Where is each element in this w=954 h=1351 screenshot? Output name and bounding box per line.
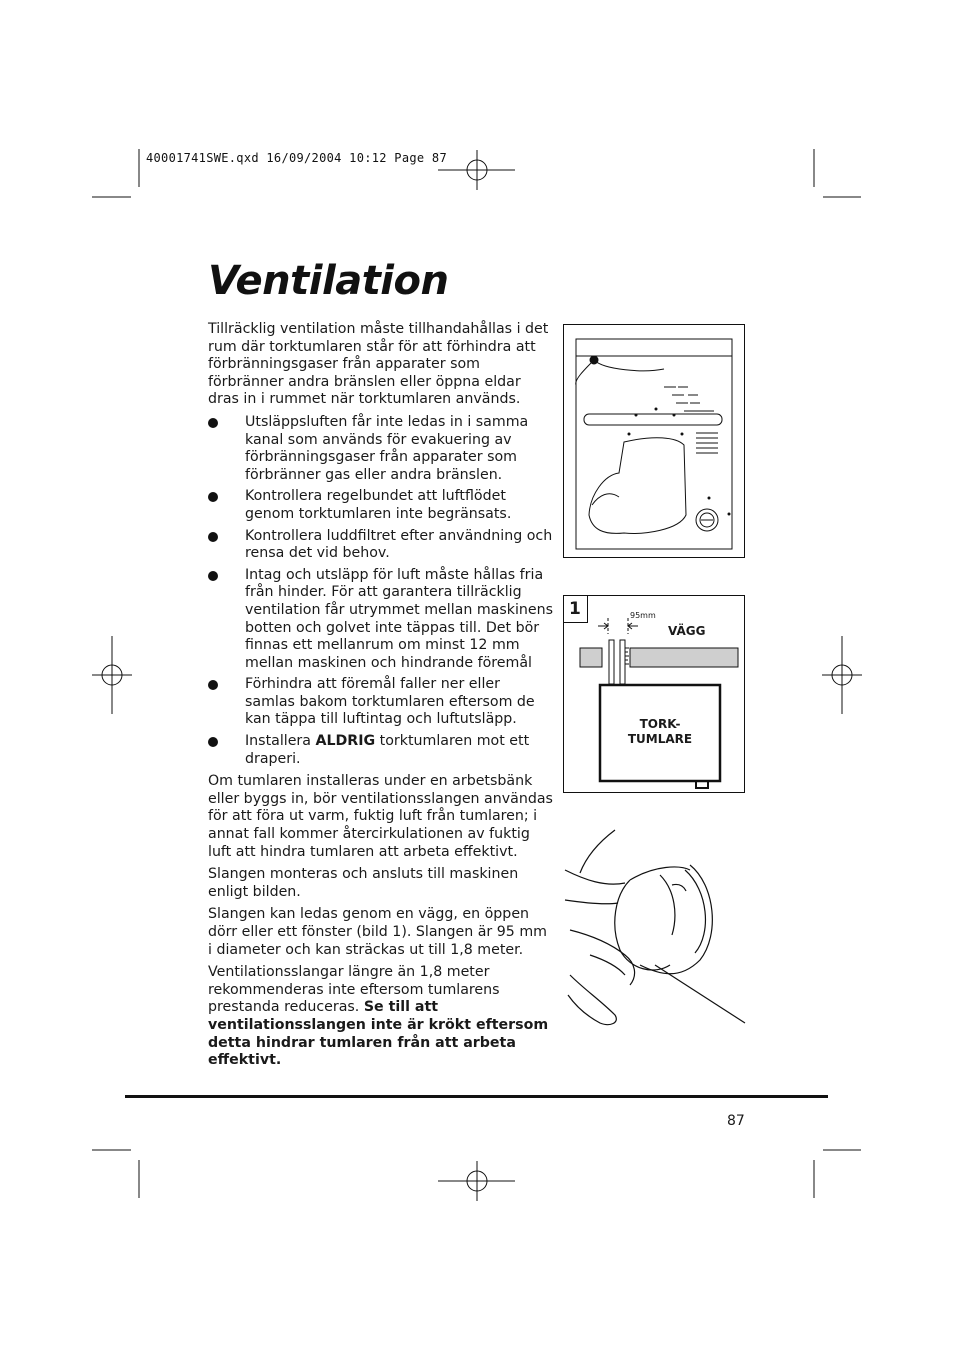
bullet-icon: [208, 532, 218, 542]
list-item: Utsläppsluften får inte ledas in i samma kanal som används för evakuering av förbränningsgaser från apparater som förbränner gas eller andra bränslen.: [208, 414, 553, 484]
hose-edge: [655, 965, 745, 1023]
machine-edge: [580, 830, 615, 873]
body-text: [208, 321, 553, 1075]
registration-target-right: [822, 636, 862, 714]
registration-target-left: [92, 636, 132, 714]
safety-list: [208, 414, 553, 768]
list-item: Installera ALDRIG torktumlaren mot ett draperi.: [208, 733, 553, 768]
bullet-icon: [208, 680, 218, 690]
registration-target-bottom: [438, 1161, 515, 1201]
registration-target-top: [438, 150, 515, 190]
connect-paragraph: Slangen monteras och ansluts till maskinen enligt bilden.: [208, 866, 519, 900]
file-slug: 40001741SWE.qxd 16/09/2004 10:12 Page 87: [146, 151, 447, 165]
intro-paragraph: Tillräcklig ventilation måste tillhandahållas i det rum där torktumlaren står för att förhindra att förbränningsgaser från apparater som förbränner andra bränslen eller öppna eldar dras in i rummet när torktumlaren används.: [208, 321, 549, 408]
outlet-ring: [640, 865, 712, 974]
length-paragraph: Ventilationsslangar längre än 1,8 meter rekommenderas inte eftersom tumlarens prestanda reduceras. Se till att ventilationsslangen inte är krökt eftersom detta hindrar tumlaren från att arbeta effektivt.: [208, 964, 549, 1069]
bullet-icon: [208, 418, 218, 428]
install-paragraph: Om tumlaren installeras under en arbetsbänk eller byggs in, bör ventilationsslangen användas för att föra ut varm, fuktig luft från tumlaren; i annat fall kommer återcirkulationen av fuktig luft att hindra tumlaren att arbeta effektivt.: [208, 773, 553, 860]
list-item: Förhindra att föremål faller ner eller samlas bakom torktumlaren eftersom de kan täppa till luftintag och luftutsläpp.: [208, 676, 553, 729]
page-title: Ventilation: [208, 258, 449, 304]
list-item: Kontrollera luddfiltret efter användning och rensa det vid behov.: [208, 528, 553, 563]
dryer-illustration: [563, 324, 745, 558]
footer-rule: [125, 1095, 828, 1098]
wall-label: VÄGG: [668, 624, 706, 638]
bullet-icon: [208, 571, 218, 581]
wall-clearance-figure: [563, 595, 745, 793]
bullet-icon: [208, 737, 218, 747]
page-number: 87: [727, 1113, 745, 1129]
route-paragraph: Slangen kan ledas genom en vägg, en öppen dörr eller ett fönster (bild 1). Slangen är 95 mm i diameter och kan sträckas ut till 1,8 meter.: [208, 906, 547, 958]
hose-attachment-illustration: [560, 825, 750, 1030]
dryer-label: TORK- TUMLARE: [627, 717, 693, 746]
list-item: Intag och utsläpp för luft måste hållas fria från hinder. För att garantera tillräcklig ventilation får utrymmet mellan maskinens botten och golvet inte täppas till. Det bör finnas ett mellanrum om minst 12 mm mellan maskinen och hindrande föremål: [208, 567, 553, 673]
figure-number: 1: [569, 599, 581, 619]
list-item: Kontrollera regelbundet att luftflödet genom torktumlaren inte begränsats.: [208, 488, 553, 523]
bullet-icon: [208, 492, 218, 502]
dimension-label: 95mm: [630, 611, 656, 620]
